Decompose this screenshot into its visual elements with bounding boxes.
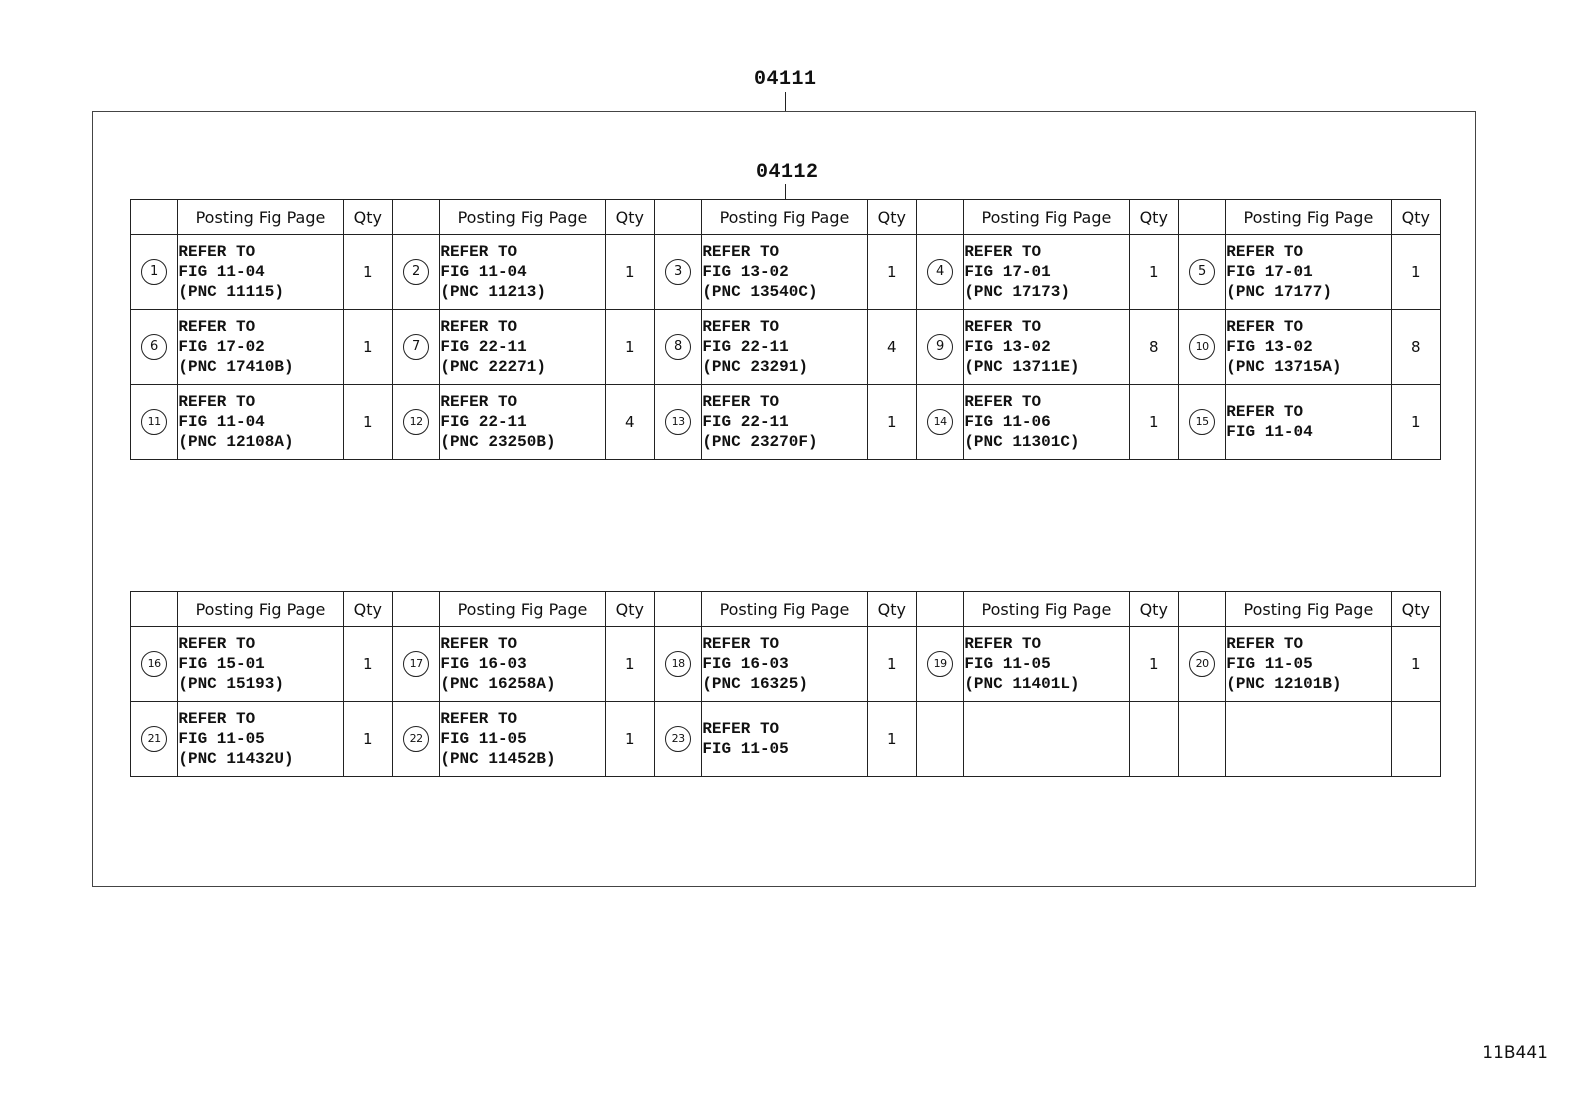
qty-cell: 1 [343,627,392,702]
reference-cell [440,627,605,702]
blank-header-cell [654,592,701,627]
item-number-circle: 9 [927,334,953,360]
item-number-circle: 1 [141,259,167,285]
reference-line2: FIG 11-04 [178,263,265,281]
item-number-cell [131,702,178,777]
item-number-cell [131,385,178,460]
reference-line3: (PNC 12108A) [178,433,294,451]
item-number-cell [1178,627,1225,702]
reference-line2: FIG 11-05 [702,740,789,758]
reference-cell [440,235,605,310]
qty-cell: 1 [343,235,392,310]
qty-cell: 1 [605,702,654,777]
reference-line3: (PNC 11452B) [440,750,556,768]
reference-line2: FIG 22-11 [702,338,789,356]
reference-line2: FIG 11-05 [178,730,265,748]
reference-line2: FIG 16-03 [440,655,527,673]
reference-line1: REFER TO [178,318,256,336]
qty-header: Qty [343,200,392,235]
figure-id: 11B441 [1482,1043,1548,1063]
blank-header-cell [131,200,178,235]
reference-cell [1226,702,1391,777]
reference-table-2 [130,591,1441,777]
reference-line2: FIG 22-11 [440,413,527,431]
qty-cell: 1 [1391,235,1440,310]
reference-line1: REFER TO [440,393,518,411]
reference-line2: FIG 11-04 [440,263,527,281]
reference-cell [702,385,867,460]
posting-fig-page-header: Posting Fig Page [1226,200,1391,235]
qty-cell: 1 [867,627,916,702]
reference-line1: REFER TO [440,635,518,653]
posting-fig-page-header: Posting Fig Page [440,200,605,235]
qty-header: Qty [867,200,916,235]
qty-cell: 1 [1391,385,1440,460]
reference-line1: REFER TO [702,318,780,336]
item-number-circle: 20 [1189,651,1215,677]
qty-cell: 1 [867,385,916,460]
item-number-cell [654,385,701,460]
reference-cell [1226,235,1391,310]
reference-cell [964,702,1129,777]
reference-line2: FIG 13-02 [1226,338,1313,356]
reference-cell [964,627,1129,702]
item-number-circle: 4 [927,259,953,285]
blank-header-cell [1178,592,1225,627]
blank-header-cell [1178,200,1225,235]
reference-line2: FIG 16-03 [702,655,789,673]
reference-line1: REFER TO [702,635,780,653]
reference-line2: FIG 13-02 [964,338,1051,356]
qty-cell: 8 [1391,310,1440,385]
table-row [131,627,1441,702]
item-number-circle: 3 [665,259,691,285]
blank-header-cell [916,592,963,627]
qty-cell: 1 [1391,627,1440,702]
item-number-cell [654,702,701,777]
reference-line3: (PNC 11401L) [964,675,1080,693]
reference-line3: (PNC 23250B) [440,433,556,451]
qty-header: Qty [1391,592,1440,627]
reference-line3: (PNC 17177) [1226,283,1332,301]
item-number-cell [392,702,439,777]
item-number-circle: 21 [141,726,167,752]
qty-cell: 1 [343,310,392,385]
reference-line1: REFER TO [178,635,256,653]
reference-line1: REFER TO [964,635,1042,653]
qty-cell: 1 [1129,385,1178,460]
reference-line1: REFER TO [440,243,518,261]
reference-line3: (PNC 11213) [440,283,546,301]
item-number-cell [654,235,701,310]
blank-header-cell [392,200,439,235]
item-number-circle: 18 [665,651,691,677]
qty-cell: 1 [867,235,916,310]
item-number-cell [916,385,963,460]
qty-cell: 1 [343,702,392,777]
qty-cell: 1 [605,235,654,310]
reference-line1: REFER TO [178,710,256,728]
blank-header-cell [392,592,439,627]
reference-line2: FIG 11-06 [964,413,1051,431]
reference-cell [964,310,1129,385]
posting-fig-page-header: Posting Fig Page [964,592,1129,627]
item-number-cell [131,310,178,385]
qty-header: Qty [605,200,654,235]
qty-header: Qty [1129,200,1178,235]
inner-assembly-code: 04112 [756,161,819,184]
posting-fig-page-header: Posting Fig Page [702,200,867,235]
reference-cell [178,702,343,777]
posting-fig-page-header: Posting Fig Page [1226,592,1391,627]
qty-header: Qty [343,592,392,627]
qty-header: Qty [1391,200,1440,235]
item-number-circle: 14 [927,409,953,435]
reference-cell [964,385,1129,460]
reference-cell [702,310,867,385]
item-number-cell [392,235,439,310]
item-number-cell [392,310,439,385]
reference-line2: FIG 17-02 [178,338,265,356]
item-number-cell [1178,235,1225,310]
item-number-circle: 11 [141,409,167,435]
reference-line3: (PNC 13715A) [1226,358,1342,376]
item-number-cell [392,627,439,702]
reference-line2: FIG 11-05 [440,730,527,748]
reference-cell [1226,385,1391,460]
reference-cell [440,385,605,460]
header-row [131,200,1441,235]
posting-fig-page-header: Posting Fig Page [964,200,1129,235]
outer-assembly-leader [785,92,786,111]
item-number-circle: 10 [1189,334,1215,360]
reference-line3: (PNC 13711E) [964,358,1080,376]
qty-cell: 1 [605,310,654,385]
table-row [131,235,1441,310]
reference-line1: REFER TO [1226,403,1304,421]
reference-line1: REFER TO [178,243,256,261]
item-number-circle: 8 [665,334,691,360]
reference-line3: (PNC 17410B) [178,358,294,376]
qty-header: Qty [605,592,654,627]
reference-line1: REFER TO [1226,243,1304,261]
reference-cell [178,385,343,460]
item-number-cell [131,627,178,702]
item-number-circle: 22 [403,726,429,752]
reference-line2: FIG 11-04 [1226,423,1313,441]
qty-cell: 1 [867,702,916,777]
item-number-cell [1178,310,1225,385]
reference-line1: REFER TO [964,393,1042,411]
reference-cell [178,627,343,702]
item-number-circle: 23 [665,726,691,752]
posting-fig-page-header: Posting Fig Page [178,592,343,627]
item-number-circle: 17 [403,651,429,677]
reference-line1: REFER TO [964,318,1042,336]
reference-line3: (PNC 15193) [178,675,284,693]
reference-line2: FIG 22-11 [440,338,527,356]
table-row [131,310,1441,385]
reference-line3: (PNC 11301C) [964,433,1080,451]
item-number-circle: 6 [141,334,167,360]
item-number-cell [916,627,963,702]
item-number-circle: 2 [403,259,429,285]
item-number-circle: 5 [1189,259,1215,285]
item-number-cell [654,627,701,702]
item-number-circle: 13 [665,409,691,435]
reference-cell [1226,627,1391,702]
blank-header-cell [131,592,178,627]
reference-line3: (PNC 11432U) [178,750,294,768]
qty-cell: 1 [1129,235,1178,310]
reference-cell [702,235,867,310]
reference-line2: FIG 13-02 [702,263,789,281]
reference-line2: FIG 17-01 [1226,263,1313,281]
reference-cell [178,235,343,310]
reference-line1: REFER TO [1226,635,1304,653]
qty-cell: 8 [1129,310,1178,385]
qty-cell [1391,702,1440,777]
reference-line2: FIG 11-05 [964,655,1051,673]
item-number-cell [916,235,963,310]
reference-line1: REFER TO [1226,318,1304,336]
item-number-circle: 15 [1189,409,1215,435]
item-number-cell [392,385,439,460]
table-row [131,702,1441,777]
reference-line1: REFER TO [702,243,780,261]
reference-cell [964,235,1129,310]
reference-line2: FIG 15-01 [178,655,265,673]
reference-line3: (PNC 23291) [702,358,808,376]
reference-cell [702,702,867,777]
item-number-cell [131,235,178,310]
reference-line3: (PNC 16325) [702,675,808,693]
reference-line3: (PNC 12101B) [1226,675,1342,693]
reference-line3: (PNC 16258A) [440,675,556,693]
reference-cell [702,627,867,702]
item-number-cell [916,702,963,777]
blank-header-cell [654,200,701,235]
reference-line3: (PNC 23270F) [702,433,818,451]
blank-header-cell [916,200,963,235]
reference-cell [1226,310,1391,385]
reference-line3: (PNC 11115) [178,283,284,301]
qty-cell: 4 [867,310,916,385]
qty-header: Qty [867,592,916,627]
reference-line2: FIG 22-11 [702,413,789,431]
item-number-circle: 7 [403,334,429,360]
reference-line2: FIG 11-04 [178,413,265,431]
qty-cell: 1 [343,385,392,460]
item-number-circle: 16 [141,651,167,677]
inner-assembly-leader [785,184,786,199]
reference-line1: REFER TO [702,720,780,738]
posting-fig-page-header: Posting Fig Page [702,592,867,627]
item-number-cell [654,310,701,385]
reference-line1: REFER TO [440,710,518,728]
reference-line1: REFER TO [702,393,780,411]
posting-fig-page-header: Posting Fig Page [178,200,343,235]
reference-line2: FIG 17-01 [964,263,1051,281]
item-number-circle: 12 [403,409,429,435]
table-row [131,385,1441,460]
header-row [131,592,1441,627]
item-number-cell [916,310,963,385]
reference-table-1 [130,199,1441,460]
qty-cell: 4 [605,385,654,460]
qty-cell: 1 [1129,627,1178,702]
reference-line1: REFER TO [440,318,518,336]
reference-line3: (PNC 13540C) [702,283,818,301]
item-number-cell [1178,385,1225,460]
reference-line1: REFER TO [178,393,256,411]
posting-fig-page-header: Posting Fig Page [440,592,605,627]
reference-line1: REFER TO [964,243,1042,261]
qty-cell [1129,702,1178,777]
reference-cell [440,702,605,777]
reference-line3: (PNC 22271) [440,358,546,376]
item-number-cell [1178,702,1225,777]
reference-line2: FIG 11-05 [1226,655,1313,673]
reference-line3: (PNC 17173) [964,283,1070,301]
qty-header: Qty [1129,592,1178,627]
reference-cell [178,310,343,385]
item-number-circle: 19 [927,651,953,677]
outer-assembly-code: 04111 [754,68,817,91]
qty-cell: 1 [605,627,654,702]
reference-cell [440,310,605,385]
